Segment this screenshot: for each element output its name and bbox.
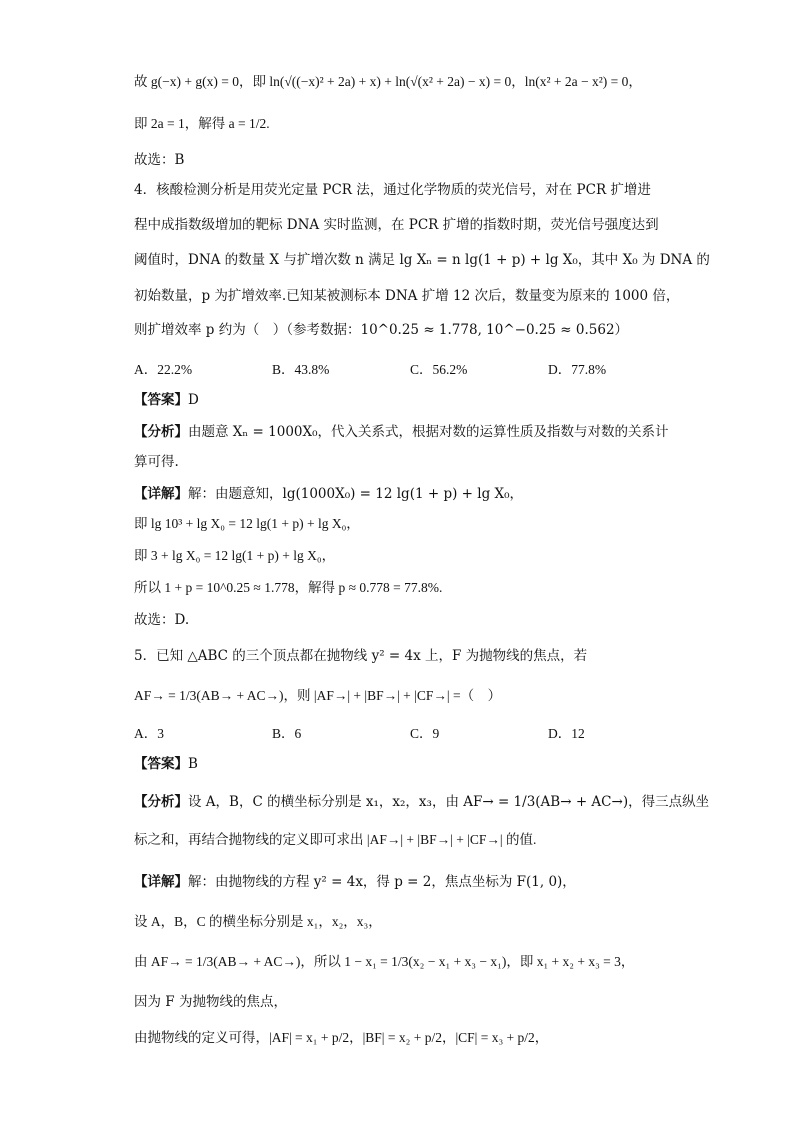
question-5-text: 5．已知 △ABC 的三个顶点都在抛物线 y² = 4x 上，F 为抛物线的焦点，若 [134, 648, 588, 664]
answer-label: 【答案】 [134, 392, 188, 408]
q5-option-c: C．9 [410, 726, 440, 741]
q4-option-b: B．43.8% [272, 362, 330, 377]
text-line: 算可得. [134, 454, 179, 470]
question-4-text: 初始数量，p 为扩增效率.已知某被测标本 DNA 扩增 12 次后，数量变为原来的 1000 倍， [134, 288, 680, 304]
text-line: 即 3 + lg X₀ = 12 lg(1 + p) + lg X₀， [134, 548, 336, 563]
analysis-label: 【分析】 [134, 794, 188, 810]
q4-option-a: A．22.2% [134, 362, 193, 377]
text-line: 故 g(−x) + g(x) = 0，即 ln(√((−x)² + 2a) + x) + ln(√(x² + 2a) − x) = 0，ln(x² + 2a − x²) = 0， [134, 74, 642, 89]
question-5-text: AF→ = 1/3(AB→ + AC→)，则 |AF→| + |BF→| + |CF→| =（ ） [134, 688, 502, 703]
analysis-text: 由题意 Xₙ = 1000X₀，代入关系式，根据对数的运算性质及指数与对数的关系计 [188, 424, 669, 440]
detail-label: 【详解】 [134, 874, 188, 890]
analysis-text: 设 A，B，C 的横坐标分别是 x₁，x₂，x₃，由 AF→ = 1/3(AB→ + AC→)，得三点纵坐 [188, 794, 710, 810]
text-line: 标之和，再结合抛物线的定义即可求出 |AF→| + |BF→| + |CF→| 的值. [134, 832, 537, 847]
text-line: 即 lg 10³ + lg X₀ = 12 lg(1 + p) + lg X₀， [134, 516, 360, 531]
text-line: 故选：D. [134, 612, 190, 628]
text-line: 由 AF→ = 1/3(AB→ + AC→)，所以 1 − x₁ = 1/3(x₂ − x₁ + x₃ − x₁)，即 x₁ + x₂ + x₃ = 3， [134, 954, 635, 969]
detail-text: 解：由题意知，lg(1000X₀) = 12 lg(1 + p) + lg X₀， [188, 486, 524, 502]
text-line: 因为 F 为抛物线的焦点， [134, 994, 287, 1010]
question-4-text: 阈值时，DNA 的数量 X 与扩增次数 n 满足 lg Xₙ = n lg(1 + p) + lg X₀，其中 X₀ 为 DNA 的 [134, 252, 710, 268]
q5-option-b: B．6 [272, 726, 302, 741]
question-4-text: 4．核酸检测分析是用荧光定量 PCR 法，通过化学物质的荧光信号，对在 PCR 扩增进 [134, 182, 651, 198]
detail-label: 【详解】 [134, 486, 188, 502]
text-line: 即 2a = 1，解得 a = 1/2. [134, 116, 270, 131]
answer-value: D [188, 392, 199, 408]
analysis-label: 【分析】 [134, 424, 188, 440]
q4-answer [134, 390, 199, 410]
q5-option-a: A．3 [134, 726, 164, 741]
q4-detail [134, 484, 523, 504]
q4-option-c: C．56.2% [410, 362, 468, 377]
q5-option-d: D．12 [548, 726, 585, 741]
text-line: 由抛物线的定义可得，|AF| = x₁ + p/2，|BF| = x₂ + p/2，|CF| = x₃ + p/2， [134, 1030, 549, 1045]
q5-detail [134, 872, 576, 892]
question-4-text: 程中成指数级增加的靶标 DNA 实时监测，在 PCR 扩增的指数时期，荧光信号强度达到 [134, 217, 659, 233]
text-line: 所以 1 + p = 10^0.25 ≈ 1.778，解得 p ≈ 0.778 = 77.8%. [134, 580, 443, 595]
detail-text: 解：由抛物线的方程 y² = 4x，得 p = 2，焦点坐标为 F(1, 0)， [188, 874, 576, 890]
q5-analysis [134, 792, 709, 812]
text-line: 设 A，B，C 的横坐标分别是 x₁，x₂，x₃， [134, 914, 382, 929]
q5-answer [134, 754, 198, 774]
answer-value: B [188, 756, 198, 772]
text-line: 故选：B [134, 152, 185, 168]
question-4-text: 则扩增效率 p 约为（ ）（参考数据：10^0.25 ≈ 1.778, 10^−0.25 ≈ 0.562） [134, 322, 629, 338]
answer-label: 【答案】 [134, 756, 188, 772]
q4-option-d: D．77.8% [548, 362, 607, 377]
q4-analysis [134, 422, 669, 442]
